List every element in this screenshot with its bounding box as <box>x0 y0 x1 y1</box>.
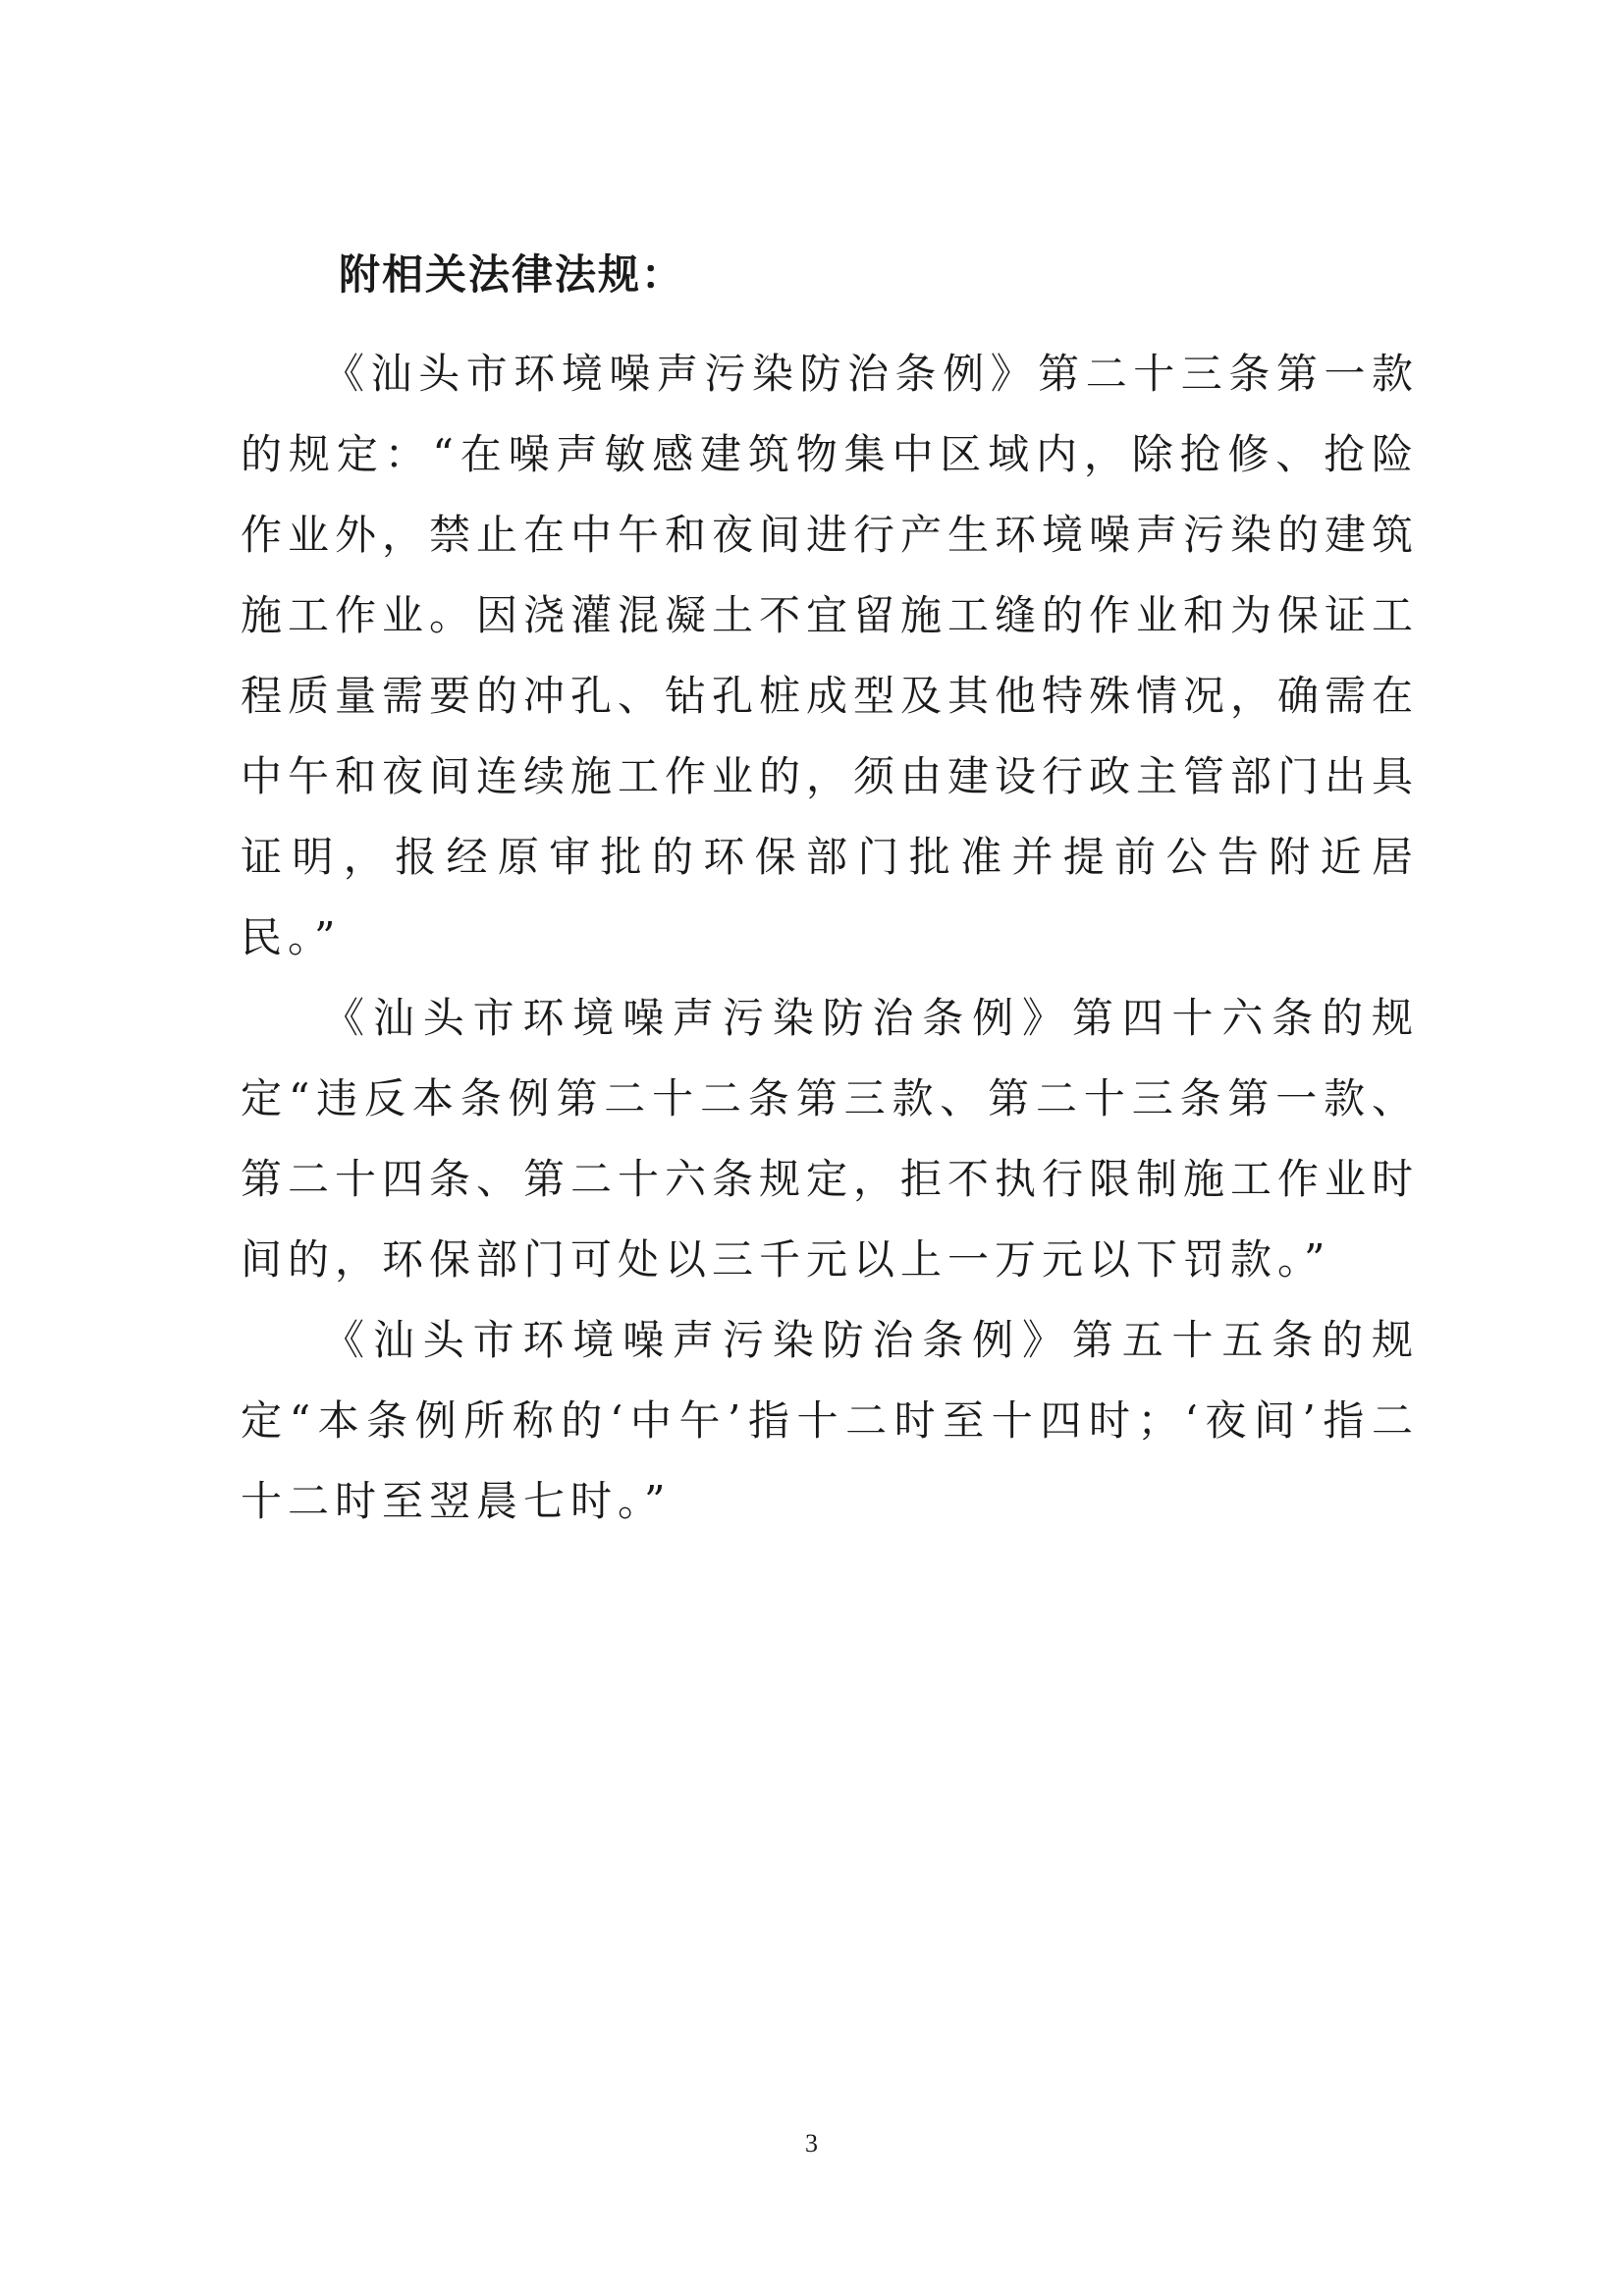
page-number: 3 <box>805 2129 818 2158</box>
paragraph-article-46: 《汕头市环境噪声污染防治条例》第四十六条的规定“违反本条例第二十二条第三款、第二十三条第一款、第二十四条、第二十六条规定，拒不执行限制施工作业时间的，环保部门可处以三千元以上一万元以下罚款。” <box>241 994 1420 1284</box>
section-heading: 附相关法律法规： <box>339 250 685 299</box>
paragraph-article-55: 《汕头市环境噪声污染防治条例》第五十五条的规定“本条例所称的‘中午’指十二时至十四时；‘夜间’指二十二时至翌晨七时。” <box>241 1316 1419 1525</box>
paragraph-article-23: 《汕头市环境噪声污染防治条例》第二十三条第一款的规定：“在噪声敏感建筑物集中区域内，除抢修、抢险作业外，禁止在中午和夜间进行产生环境噪声污染的建筑施工作业。因浇灌混凝土不宜留施工缝的作业和为保证工程质量需要的冲孔、钻孔桩成型及其他特殊情况，确需在中午和夜间连续施工作业的，须由建设行政主管部门出具证明，报经原审批的环保部门批准并提前公告附近居民。” <box>241 350 1420 961</box>
document-body <box>241 246 1419 1542</box>
